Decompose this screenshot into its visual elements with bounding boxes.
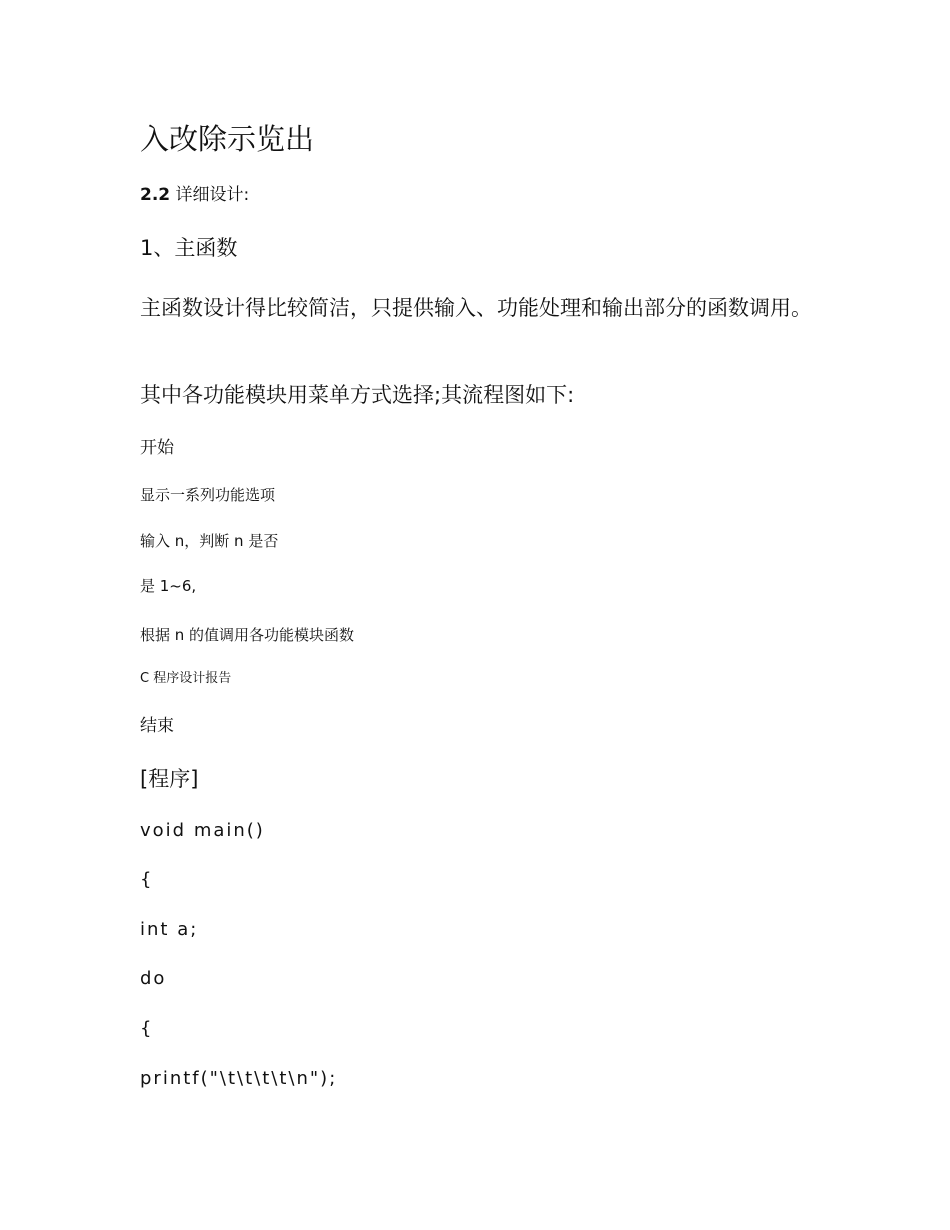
flowchart-step-call-module: 根据 n 的值调用各功能模块函数 bbox=[140, 626, 355, 644]
code-line: do bbox=[140, 968, 167, 989]
page-heading: 入改除示览出 bbox=[140, 122, 315, 156]
section-heading bbox=[140, 185, 249, 205]
code-line: { bbox=[140, 869, 154, 890]
flowchart-step-range: 是 1~6, bbox=[140, 577, 197, 595]
flowchart-end: 结束 bbox=[140, 716, 174, 736]
subsection-heading: 1、主函数 bbox=[140, 236, 238, 260]
paragraph-main-function: 主函数设计得比较简洁，只提供输入、功能处理和输出部分的函数调用。 bbox=[140, 296, 812, 320]
code-line: void main() bbox=[140, 820, 265, 841]
code-line: printf("\t\t\t\t\n"); bbox=[140, 1068, 338, 1089]
report-running-header: C 程序设计报告 bbox=[140, 671, 232, 686]
program-label: [程序] bbox=[140, 767, 199, 791]
code-line: int a; bbox=[140, 919, 199, 940]
flowchart-start: 开始 bbox=[140, 438, 174, 458]
code-line: { bbox=[140, 1018, 154, 1039]
flowchart-step-show-options: 显示一系列功能选项 bbox=[140, 486, 276, 504]
section-title: 详细设计: bbox=[175, 185, 250, 205]
section-number: 2.2 bbox=[140, 185, 171, 205]
paragraph-flowchart-intro: 其中各功能模块用菜单方式选择;其流程图如下: bbox=[140, 383, 575, 407]
flowchart-step-input-n: 输入 n，判断 n 是否 bbox=[140, 532, 279, 550]
